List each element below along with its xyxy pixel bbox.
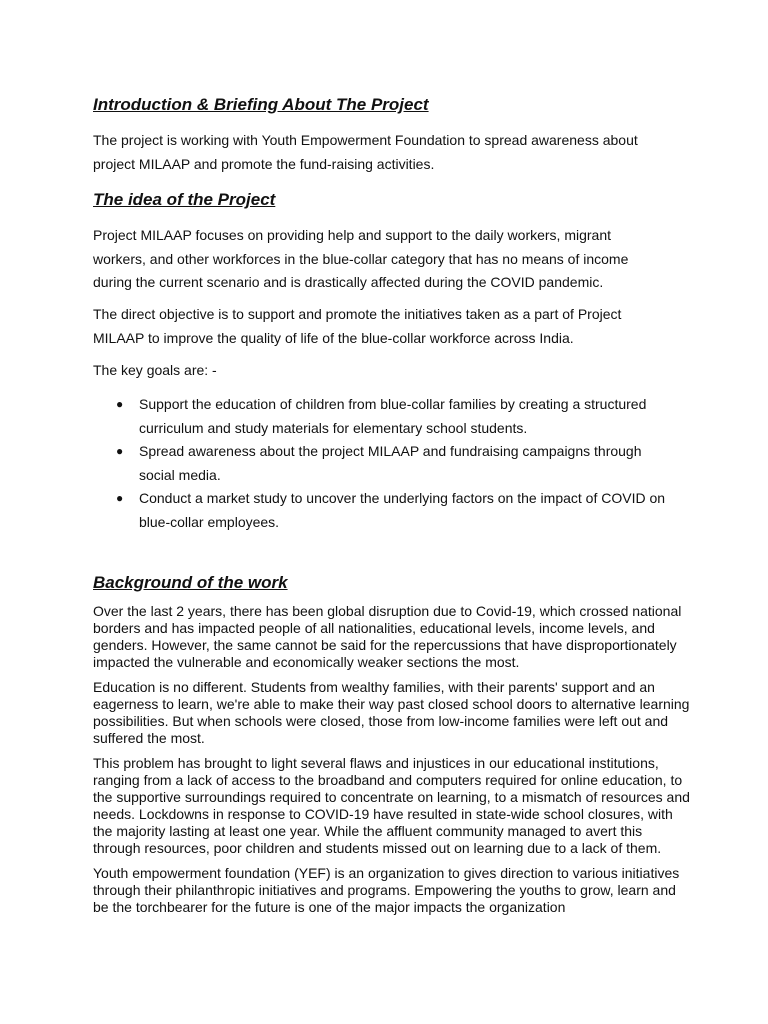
background-paragraph: Youth empowerment foundation (YEF) is an organization to gives direction to various initiatives through their philanthropic initiatives and programs. Empowering the youths to grow, learn and be the torchbearer for the future is one of the major impacts the organization [93,865,680,915]
background-body [93,603,693,916]
goal-text: Conduct a market study to uncover the underlying factors on the impact of COVID on blue-collar employees. [139,490,666,530]
bullet-icon: ● [116,491,124,505]
idea-paragraph-2: The direct objective is to support and promote the initiatives taken as a part of Project MILAAP to improve the quality of life of the blue-collar workforce across India. [93,306,622,346]
bullet-icon: ● [116,444,124,458]
bullet-icon: ● [116,397,124,411]
goals-list [93,393,688,534]
idea-paragraph-1: Project MILAAP focuses on providing help and support to the daily workers, migrant workers, and other workforces in the blue-collar category that has no means of income during the current scenario and is drastically affected during the COVID pandemic. [93,227,629,290]
idea-heading: The idea of the Project [93,190,276,209]
background-paragraph: This problem has brought to light several flaws and injustices in our educational institutions, ranging from a lack of access to the broadband and computers required for online education, to the supportive surroundings required to concentrate on learning, to a mismatch of resources and needs. Lockdowns in response to COVID-19 have resulted in state-wide school closures, with the majority lasting at least one year. While the affluent community managed to avert this through resources, poor children and students missed out on learning due to a lack of them. [93,755,690,856]
background-heading: Background of the work [93,573,288,592]
goal-item [93,393,679,440]
goal-item [93,487,699,534]
goal-item [93,440,669,487]
background-paragraph: Education is no different. Students from wealthy families, with their parents' support and an eagerness to learn, we're able to make their way past closed school doors to alternative learning possibilities. But when schools were closed, those from low-income families were left out and suffered the most. [93,679,690,746]
intro-paragraph: The project is working with Youth Empowerment Foundation to spread awareness about project MILAAP and promote the fund-raising activities. [93,132,638,172]
background-paragraph: Over the last 2 years, there has been global disruption due to Covid-19, which crossed national borders and has impacted people of all nationalities, educational levels, income levels, and genders. However, the same cannot be said for the repercussions that have disproportionately impacted the vulnerable and economically weaker sections the most. [93,603,682,670]
intro-heading: Introduction & Briefing About The Project [93,95,429,114]
goal-text: Support the education of children from blue-collar families by creating a structured curriculum and study materials for elementary school students. [139,396,647,436]
goals-intro: The key goals are: - [93,362,217,378]
goal-text: Spread awareness about the project MILAAP and fundraising campaigns through social media. [139,443,642,483]
